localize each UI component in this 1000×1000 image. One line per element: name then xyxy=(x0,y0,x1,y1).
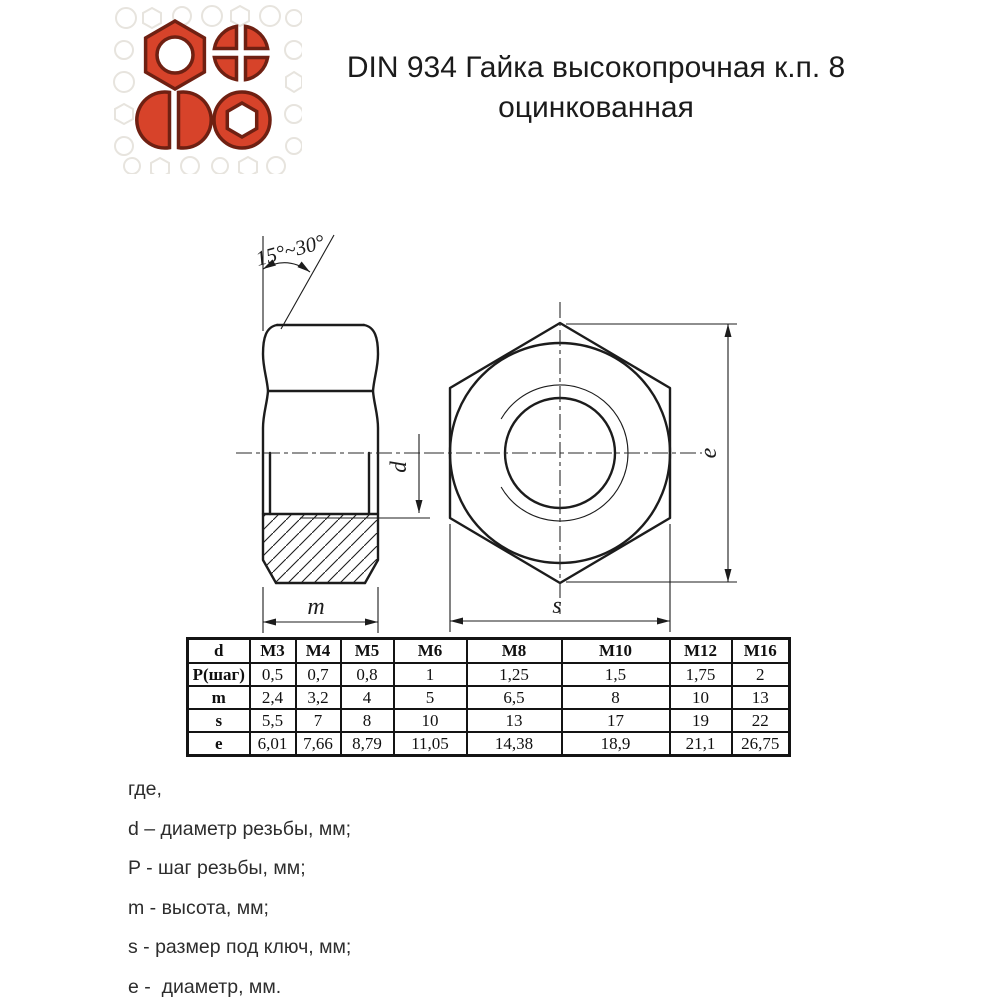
table-cell: M5 xyxy=(341,639,394,664)
legend-item-s: s - размер под ключ, мм; xyxy=(128,936,352,959)
legend-item-m: m - высота, мм; xyxy=(128,896,269,919)
table-cell: 0,7 xyxy=(296,663,341,686)
legend-item-p: P - шаг резьбы, мм; xyxy=(128,857,306,880)
table-row xyxy=(188,686,790,709)
table-cell: 6,5 xyxy=(467,686,562,709)
table-cell: 0,8 xyxy=(341,663,394,686)
table-cell: 2 xyxy=(732,663,790,686)
angle-dim-label: 15°~30° xyxy=(253,229,328,271)
table-cell: s xyxy=(188,709,250,732)
table-cell: M6 xyxy=(394,639,467,664)
d-dim-label: d xyxy=(386,461,411,473)
table-row xyxy=(188,709,790,732)
table-cell: M12 xyxy=(670,639,732,664)
table-cell: 1,5 xyxy=(562,663,670,686)
table-row xyxy=(188,732,790,756)
legend xyxy=(128,770,351,1000)
e-dim-label: e xyxy=(696,447,722,459)
table-cell: 13 xyxy=(467,709,562,732)
table-cell: 7,66 xyxy=(296,732,341,756)
table-cell: 17 xyxy=(562,709,670,732)
section-hatch xyxy=(263,514,378,583)
table-cell: 26,75 xyxy=(732,732,790,756)
table-cell: M4 xyxy=(296,639,341,664)
table-cell: 7 xyxy=(296,709,341,732)
table-cell: M10 xyxy=(562,639,670,664)
table-cell: 19 xyxy=(670,709,732,732)
table-cell: 4 xyxy=(341,686,394,709)
table-cell: m xyxy=(188,686,250,709)
table-cell: 1,25 xyxy=(467,663,562,686)
table-cell: d xyxy=(188,639,250,664)
table-cell: 6,01 xyxy=(250,732,296,756)
table-header-row xyxy=(188,639,790,664)
s-dim-label: s xyxy=(552,593,562,619)
page-title-line1: DIN 934 Гайка высокопрочная к.п. 8 xyxy=(346,51,846,84)
nut-side-view xyxy=(263,325,378,583)
table-cell: 8,79 xyxy=(341,732,394,756)
table-cell: 10 xyxy=(670,686,732,709)
table-cell: 5,5 xyxy=(250,709,296,732)
table-cell: 14,38 xyxy=(467,732,562,756)
table-cell: 22 xyxy=(732,709,790,732)
table-cell: e xyxy=(188,732,250,756)
table-cell: 2,4 xyxy=(250,686,296,709)
page-title-line2: оцинкованная xyxy=(498,91,694,124)
dimensions-table xyxy=(186,637,791,757)
table-cell: M8 xyxy=(467,639,562,664)
legend-item-d: d – диаметр резьбы, мм; xyxy=(128,817,352,840)
table-cell: 1,75 xyxy=(670,663,732,686)
table-cell: M16 xyxy=(732,639,790,664)
table-cell: 18,9 xyxy=(562,732,670,756)
table-cell: 8 xyxy=(341,709,394,732)
table-cell: 10 xyxy=(394,709,467,732)
table-cell: 13 xyxy=(732,686,790,709)
table-cell: M3 xyxy=(250,639,296,664)
table-cell: 1 xyxy=(394,663,467,686)
dimensions-table-body xyxy=(188,639,790,756)
table-row xyxy=(188,663,790,686)
table-cell: 5 xyxy=(394,686,467,709)
table-cell: 21,1 xyxy=(670,732,732,756)
table-cell: 0,5 xyxy=(250,663,296,686)
legend-intro: где, xyxy=(128,778,162,800)
table-cell: P(шаг) xyxy=(188,663,250,686)
legend-item-e: e - диаметр, мм. xyxy=(128,975,282,998)
table-cell: 11,05 xyxy=(394,732,467,756)
m-dim-label: m xyxy=(307,594,325,620)
table-cell: 3,2 xyxy=(296,686,341,709)
table-cell: 8 xyxy=(562,686,670,709)
